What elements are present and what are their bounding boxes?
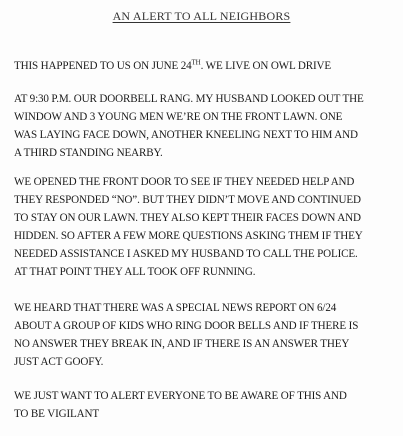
paragraph-3 (14, 173, 396, 281)
paragraph-line: WINDOW AND 3 YOUNG MEN WE’RE ON THE FRONT LAWN. ONE (14, 111, 343, 123)
paragraph-line: ABOUT A GROUP OF KIDS WHO RING DOOR BELLS AND IF THERE IS (14, 320, 359, 332)
paragraph-line: A THIRD STANDING NEARBY. (14, 147, 163, 159)
document-title: AN ALERT TO ALL NEIGHBORS (112, 9, 291, 23)
paragraph-4 (14, 299, 396, 371)
paragraph-line: TO BE VIGILANT (14, 408, 99, 420)
paragraph-line (14, 57, 396, 75)
paragraph-line: TO STAY ON OUR LAWN. THEY ALSO KEPT THEIR FACES DOWN AND (14, 212, 361, 224)
ordinal-superscript: TH (191, 58, 201, 67)
paragraph-2 (14, 90, 396, 162)
paragraph-line: JUST ACT GOOFY. (14, 356, 104, 368)
paragraph-line: AT THAT POINT THEY ALL TOOK OFF RUNNING. (14, 266, 256, 278)
paragraph-line: NO ANSWER THEY BREAK IN, AND IF THERE IS AN ANSWER THEY (14, 338, 350, 350)
paragraph-line: WAS LAYING FACE DOWN, ANOTHER KNEELING NEXT TO HIM AND (14, 129, 358, 141)
paragraph-line: NEEDED ASSISTANCE I ASKED MY HUSBAND TO CALL THE POLICE. (14, 248, 358, 260)
paragraph-line: THEY RESPONDED “NO”. BUT THEY DIDN’T MOVE AND CONTINUED (14, 194, 361, 206)
paragraph-5 (14, 387, 396, 423)
paragraph-line: HIDDEN. SO AFTER A FEW MORE QUESTIONS ASKING THEM IF THEY (14, 230, 363, 242)
location-text: . WE LIVE ON OWL DRIVE (200, 60, 331, 72)
paragraph-line: AT 9:30 P.M. OUR DOORBELL RANG. MY HUSBAND LOOKED OUT THE (14, 93, 364, 105)
paragraph-line: WE OPENED THE FRONT DOOR TO SEE IF THEY NEEDED HELP AND (14, 176, 355, 188)
paragraph-line: WE JUST WANT TO ALERT EVERYONE TO BE AWARE OF THIS AND (14, 390, 347, 402)
paragraph-1 (14, 57, 396, 75)
paragraph-line: WE HEARD THAT THERE WAS A SPECIAL NEWS REPORT ON 6/24 (14, 302, 337, 314)
date-text: THIS HAPPENED TO US ON JUNE 24 (14, 60, 192, 72)
